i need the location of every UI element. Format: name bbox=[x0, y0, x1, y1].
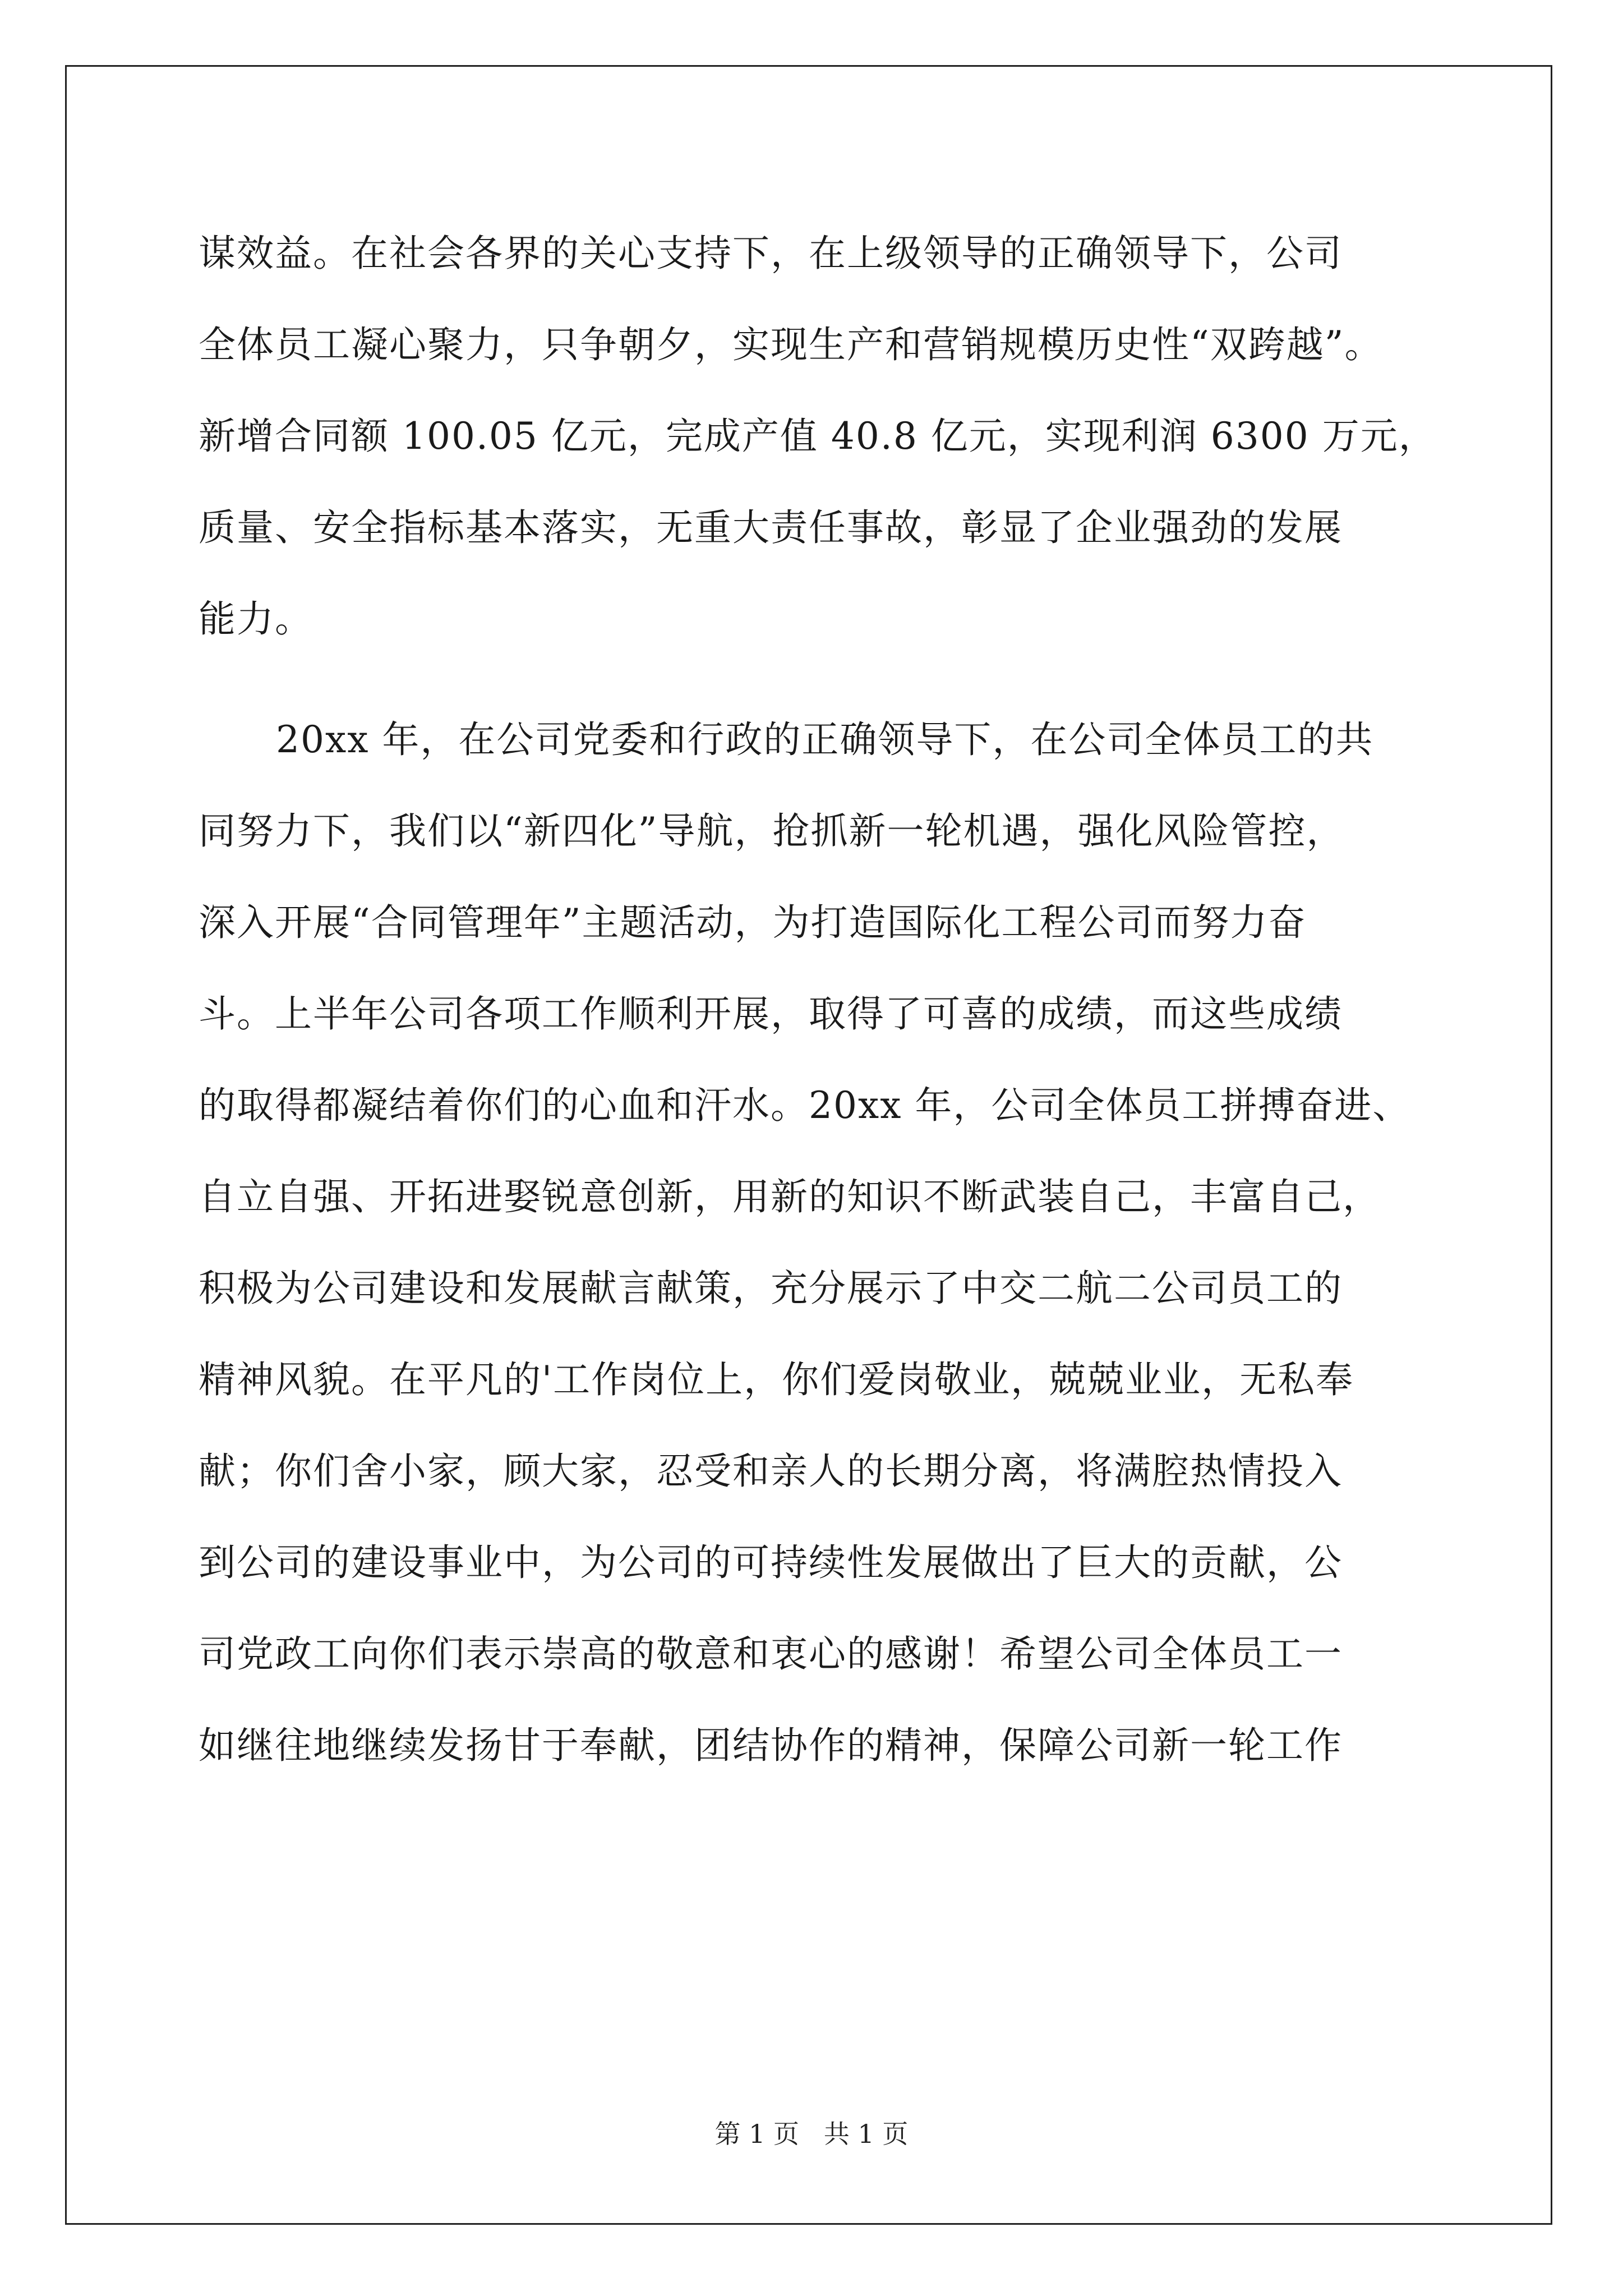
text-line: 深入开展“合同管理年”主题活动，为打造国际化工程公司而努力奋 bbox=[199, 901, 1307, 944]
text-line: 谋效益。在社会各界的关心支持下，在上级领导的正确领导下，公司 bbox=[199, 232, 1343, 275]
text-line: 同努力下，我们以“新四化”导航，抢抓新一轮机遇，强化风险管控， bbox=[199, 809, 1345, 853]
text-line: 献；你们舍小家，顾大家，忍受和亲人的长期分离，将满腔热情投入 bbox=[199, 1450, 1343, 1493]
text-line: 如继往地继续发扬甘于奉献，团结协作的精神，保障公司新一轮工作 bbox=[199, 1724, 1343, 1767]
text-line: 能力。 bbox=[199, 597, 313, 641]
text-line: 到公司的建设事业中，为公司的可持续性发展做出了巨大的贡献，公 bbox=[199, 1541, 1343, 1584]
text-line: 斗。上半年公司各项工作顺利开展，取得了可喜的成绩，而这些成绩 bbox=[199, 992, 1343, 1036]
text-line: 全体员工凝心聚力，只争朝夕，实现生产和营销规模历史性“双跨越”。 bbox=[199, 323, 1383, 366]
text-line: 精神风貌。在平凡的'工作岗位上，你们爱岗敬业，兢兢业业，无私奉 bbox=[199, 1358, 1354, 1401]
paragraph-spacer bbox=[199, 665, 1477, 694]
page-footer: 第 1 页 共 1 页 bbox=[714, 2119, 909, 2149]
text-line: 的取得都凝结着你们的心血和汗水。20xx 年，公司全体员工拼搏奋进、 bbox=[199, 1084, 1411, 1127]
text-line: 司党政工向你们表示崇高的敬意和衷心的感谢！希望公司全体员工一 bbox=[199, 1632, 1343, 1676]
document-body bbox=[199, 208, 1477, 1791]
text-line: 自立自强、开拓进娶锐意创新，用新的知识不断武装自己，丰富自己， bbox=[199, 1175, 1381, 1218]
text-line: 20xx 年，在公司党委和行政的正确领导下，在公司全体员工的共 bbox=[276, 718, 1374, 761]
text-line: 积极为公司建设和发展献言献策，充分展示了中交二航二公司员工的 bbox=[199, 1267, 1343, 1310]
text-line: 质量、安全指标基本落实，无重大责任事故，彰显了企业强劲的发展 bbox=[199, 506, 1343, 549]
paragraph-2 bbox=[199, 694, 1477, 1791]
text-line: 新增合同额 100.05 亿元，完成产值 40.8 亿元，实现利润 6300 万元， bbox=[199, 415, 1437, 458]
paragraph-1 bbox=[199, 208, 1477, 665]
